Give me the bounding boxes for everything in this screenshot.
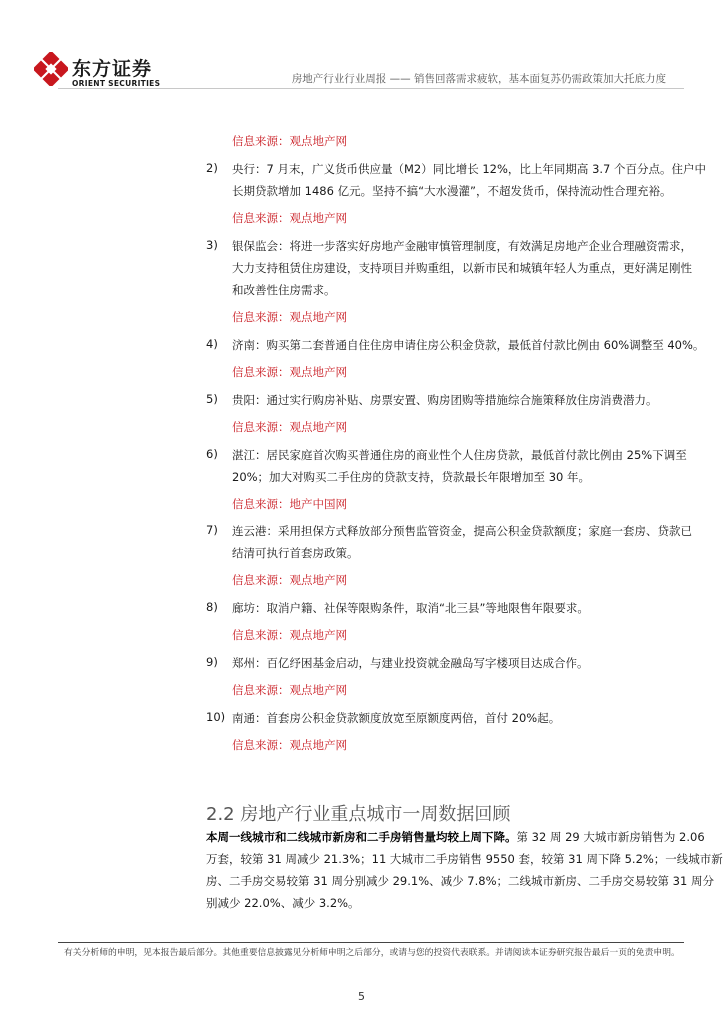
footer-divider	[58, 942, 684, 943]
item-text-line: 结清可执行首套房政策。	[232, 546, 359, 560]
paragraph-line	[206, 829, 705, 845]
item-text-line: 央行：7 月末，广义货币供应量（M2）同比增长 12%，比上年同期高 3.7 个百分点。住户中	[232, 162, 707, 176]
item-number: 3)	[206, 238, 218, 252]
item-text-line: 20%；加大对购买二手住房的贷款支持，贷款最长年限增加至 30 年。	[232, 470, 591, 484]
item-number: 5)	[206, 392, 218, 406]
paragraph-line: 房、二手房交易较第 31 周分别减少 29.1%、减少 7.8%；二线城市新房、二手房交易较第 31 周分	[206, 874, 714, 888]
header-divider	[58, 88, 684, 89]
report-title: 房地产行业行业周报 —— 销售回落需求疲软，基本面复苏仍需政策加大托底力度	[291, 73, 666, 85]
item-number: 4)	[206, 337, 218, 351]
paragraph-lead-bold: 本周一线城市和二线城市新房和二手房销售量均较上周下降。	[206, 830, 517, 844]
info-source: 信息来源：观点地产网	[232, 573, 347, 587]
info-source: 信息来源：观点地产网	[232, 683, 347, 697]
item-number: 6)	[206, 447, 218, 461]
item-number: 7)	[206, 523, 218, 537]
info-source: 信息来源：观点地产网	[232, 738, 347, 752]
logo-text-cn: 东方证券	[72, 58, 153, 80]
company-logo	[34, 52, 161, 92]
logo-mark-icon	[34, 52, 68, 86]
info-source: 信息来源：观点地产网	[232, 134, 347, 148]
item-text-line: 南通：首套房公积金贷款额度放宽至原额度两倍，首付 20%起。	[232, 711, 561, 725]
paragraph-text: 第 32 周 29 大城市新房销售为 2.06	[516, 830, 705, 844]
item-number: 9)	[206, 655, 218, 669]
item-text-line: 济南：购买第二套普通自住住房申请住房公积金贷款，最低首付款比例由 60%调整至 40%。	[232, 338, 705, 352]
item-number: 2)	[206, 161, 218, 175]
item-text-line: 湛江：居民家庭首次购买普通住房的商业性个人住房贷款，最低首付款比例由 25%下调至	[232, 448, 687, 462]
item-text-line: 银保监会：将进一步落实好房地产金融审慎管理制度，有效满足房地产企业合理融资需求，	[232, 239, 692, 253]
info-source: 信息来源：地产中国网	[232, 497, 347, 511]
footer-disclaimer: 有关分析师的申明，见本报告最后部分。其他重要信息披露见分析师申明之后部分，或请与您的投资代表联系。并请阅读本证券研究报告最后一页的免责申明。	[64, 948, 680, 958]
paragraph-line: 别减少 22.0%、减少 3.2%。	[206, 896, 360, 910]
page-number: 5	[358, 990, 365, 1003]
item-text-line: 大力支持租赁住房建设，支持项目并购重组，以新市民和城镇年轻人为重点，更好满足刚性	[232, 261, 692, 275]
item-number: 10)	[206, 710, 226, 724]
item-text-line: 郑州：百亿纾困基金启动，与建业投资就金融岛写字楼项目达成合作。	[232, 656, 589, 670]
item-text-line: 连云港：采用担保方式释放部分预售监管资金，提高公积金贷款额度；家庭一套房、贷款已	[232, 524, 692, 538]
item-text-line: 和改善性住房需求。	[232, 283, 336, 297]
info-source: 信息来源：观点地产网	[232, 310, 347, 324]
paragraph-line: 万套，较第 31 周减少 21.3%；11 大城市二手房销售 9550 套，较第 31 周下降 5.2%；一线城市新	[206, 852, 723, 866]
item-text-line: 贵阳：通过实行购房补贴、房票安置、购房团购等措施综合施策释放住房消费潜力。	[232, 393, 658, 407]
logo-text-en: ORIENT SECURITIES	[72, 79, 161, 88]
info-source: 信息来源：观点地产网	[232, 628, 347, 642]
info-source: 信息来源：观点地产网	[232, 211, 347, 225]
info-source: 信息来源：观点地产网	[232, 420, 347, 434]
item-text-line: 廊坊：取消户籍、社保等限购条件，取消“北三县”等地限售年限要求。	[232, 601, 589, 615]
info-source: 信息来源：观点地产网	[232, 365, 347, 379]
item-text-line: 长期贷款增加 1486 亿元。坚持不搞“大水漫灌”，不超发货币，保持流动性合理充裕。	[232, 184, 672, 198]
section-heading: 2.2 房地产行业重点城市一周数据回顾	[206, 804, 511, 825]
item-number: 8)	[206, 600, 218, 614]
